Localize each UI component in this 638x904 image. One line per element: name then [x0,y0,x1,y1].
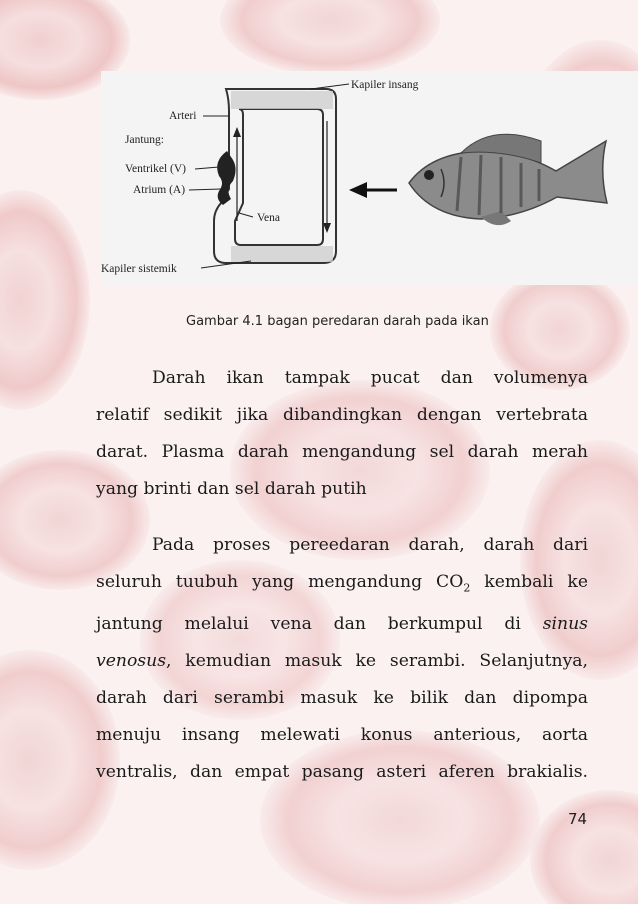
figure-caption: Gambar 4.1 bagan peredaran darah pada ikan [186,314,489,329]
text-segment: kembali ke [470,572,588,592]
paragraph-2 [96,527,588,791]
circulation-figure [101,71,638,285]
subscript: 2 [463,581,471,595]
paragraph-1 [96,360,588,508]
label-atrium: Atrium (A) [133,184,186,196]
direction-arrow-icon [349,182,397,198]
heart-icon [217,151,235,205]
flow-arrowhead-down [323,223,331,233]
paragraph-1-line-2: relatif sedikit jika dibandingkan dengan vertebrata [96,405,588,425]
text-segment: , kemudian masuk ke serambi. Selanjutnya, [166,651,588,672]
paragraph-2-line-7: ventralis, dan empat pasang asteri aferen brakialis. [96,762,588,783]
fish-icon [409,134,607,225]
flow-arrowhead-up [233,127,241,137]
paragraph-2-line-1: Pada proses pereedaran darah, darah dari [152,535,588,555]
label-jantung: Jantung: [125,134,164,146]
page-number: 74 [568,810,588,828]
text-segment: seluruh tuubuh yang mengandung CO [96,572,464,592]
paragraph-1-line-4: yang brinti dan sel darah putih [96,479,367,499]
paragraph-2-line-6: menuju insang melewati konus anterious, aorta [96,725,588,746]
paragraph-2-line-4 [96,643,588,680]
label-arteri: Arteri [169,110,197,122]
label-kapiler-insang: Kapiler insang [351,79,419,91]
italic-term: venosus [96,651,167,672]
label-kapiler-sistemik: Kapiler sistemik [101,263,177,275]
italic-term: sinus [542,614,588,635]
paragraph-1-line-1: Darah ikan tampak pucat dan volumenya [152,368,588,388]
paragraph-2-line-3 [96,606,588,643]
paragraph-2-line-2 [96,564,588,606]
paragraph-1-line-3: darat. Plasma darah mengandung sel darah merah [96,442,588,462]
text-segment: jantung melalui vena dan berkumpul di [96,614,543,635]
label-ventrikel: Ventrikel (V) [125,163,186,175]
fish-circulation-diagram [101,71,638,285]
paragraph-2-line-5: darah dari serambi masuk ke bilik dan dipompa [96,688,588,709]
label-vena: Vena [257,212,280,224]
